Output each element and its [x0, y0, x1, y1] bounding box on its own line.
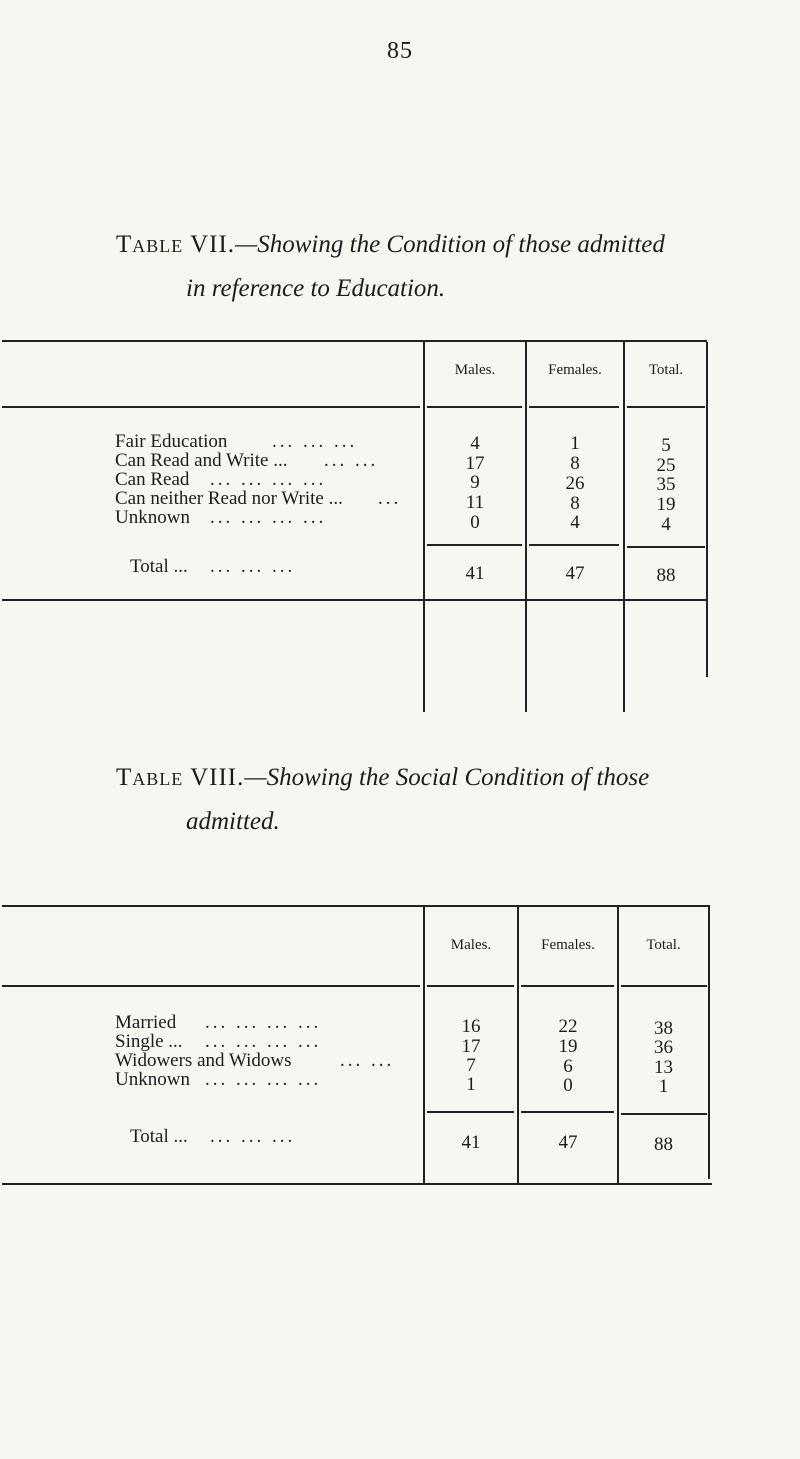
total-label: Total ... [130, 556, 188, 577]
header-females: Females. [548, 362, 602, 378]
row-label: Can neither Read nor Write ... [115, 488, 343, 509]
row-label: Unknown [115, 507, 190, 528]
cell-total: 35 [656, 474, 676, 495]
row-label: Can Read [115, 469, 190, 490]
header-males: Males. [454, 362, 496, 378]
leader-dots: ... ... ... [272, 431, 358, 452]
cell-total: 13 [654, 1057, 673, 1078]
cell-males: 17 [461, 1036, 481, 1057]
table-viii-description: —Showing the Social Condition of those [244, 764, 650, 791]
cell-total: 25 [656, 455, 676, 476]
table-vii-caption [116, 223, 766, 311]
cell-total: 36 [654, 1037, 673, 1058]
table-vii-description-line2: in reference to Education. [186, 275, 446, 302]
leader-dots: ... ... [324, 450, 379, 471]
cell-females: 6 [563, 1056, 573, 1077]
cell-females: 22 [558, 1016, 578, 1037]
table-right-border [708, 907, 710, 1179]
cell-males: 1 [466, 1074, 476, 1095]
cell-total: 4 [661, 514, 671, 535]
total-rule [621, 1113, 707, 1115]
header-rule [529, 406, 619, 408]
header-males: Males. [450, 937, 492, 953]
cell-total: 5 [661, 435, 671, 456]
cell-females: 8 [570, 453, 580, 474]
leader-dots: ... [378, 488, 402, 509]
header-rule [621, 985, 707, 987]
table-bottom-rule [2, 599, 708, 601]
cell-males: 7 [466, 1055, 476, 1076]
total-total: 88 [656, 565, 676, 586]
table-viii-description-line2: admitted. [186, 808, 280, 835]
total-females: 47 [558, 1132, 578, 1153]
leader-dots: ... ... ... ... [210, 469, 327, 490]
total-rule [427, 1111, 514, 1113]
row-label: Married [115, 1012, 177, 1033]
cell-females: 0 [563, 1075, 573, 1096]
header-total: Total. [646, 937, 681, 953]
table-vii-description: —Showing the Condition of those admitted [235, 231, 665, 258]
header-rule [2, 985, 420, 987]
table-viii-label: Table VIII. [116, 764, 245, 791]
cell-males: 0 [470, 512, 480, 533]
total-males: 41 [461, 1132, 481, 1153]
cell-males: 9 [470, 472, 480, 493]
leader-dots: ... ... ... ... [210, 507, 327, 528]
total-rule [521, 1111, 614, 1113]
row-label: Widowers and Widows [115, 1050, 292, 1071]
leader-dots: ... ... ... [210, 1126, 296, 1147]
cell-total: 1 [658, 1076, 669, 1097]
leader-dots: ... ... ... ... [205, 1031, 322, 1052]
row-label: Single ... [115, 1031, 183, 1052]
cell-total: 38 [654, 1018, 673, 1039]
leader-dots: ... ... [340, 1050, 395, 1071]
header-females: Females. [541, 937, 595, 953]
total-females: 47 [565, 563, 585, 584]
cell-total: 19 [656, 494, 676, 515]
table-vii-label: Table VII. [116, 231, 236, 258]
total-males: 41 [465, 563, 485, 584]
cell-males: 11 [465, 492, 485, 513]
total-rule [627, 546, 705, 548]
header-rule [627, 406, 705, 408]
leader-dots: ... ... ... ... [205, 1069, 322, 1090]
header-rule [427, 406, 522, 408]
total-total: 88 [654, 1134, 673, 1155]
cell-males: 16 [461, 1016, 481, 1037]
cell-females: 8 [570, 493, 580, 514]
header-total: Total. [648, 362, 684, 378]
cell-males: 4 [470, 433, 480, 454]
cell-females: 19 [558, 1036, 578, 1057]
row-label: Fair Education [115, 431, 228, 452]
cell-females: 26 [565, 473, 585, 494]
header-rule [521, 985, 614, 987]
header-rule [2, 406, 420, 408]
table-top-rule [2, 905, 710, 907]
leader-dots: ... ... ... ... [205, 1012, 322, 1033]
table-top-rule [2, 340, 707, 342]
table-viii [0, 905, 715, 1205]
cell-females: 1 [570, 433, 580, 454]
leader-dots: ... ... ... [210, 556, 296, 577]
total-label: Total ... [130, 1126, 188, 1147]
cell-males: 17 [465, 453, 485, 474]
row-label: Can Read and Write ... [115, 450, 288, 471]
header-rule [427, 985, 514, 987]
total-rule [427, 544, 522, 546]
total-rule [529, 544, 619, 546]
page-number: 85 [387, 38, 413, 64]
cell-females: 4 [570, 512, 580, 533]
table-vii [0, 340, 710, 777]
table-viii-caption [116, 756, 766, 844]
row-label: Unknown [115, 1069, 190, 1090]
table-bottom-rule [2, 1183, 712, 1185]
